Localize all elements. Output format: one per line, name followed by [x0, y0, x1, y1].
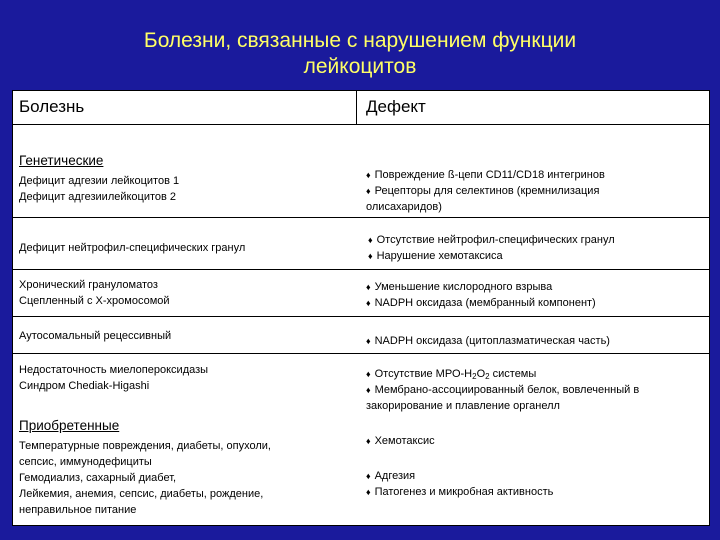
defect-text: О — [476, 368, 486, 380]
row-divider — [13, 217, 709, 218]
row-divider — [13, 269, 709, 270]
defect-cell — [366, 433, 435, 449]
bullet-icon: ♦ — [366, 385, 371, 395]
column-header-disease: Болезнь — [19, 97, 85, 116]
defect-text: Адгезия — [374, 470, 416, 482]
defect-text: Рецепторы для селектинов (кремнилизация — [374, 185, 600, 197]
defect-text: Повреждение ß-цепи CD11/CD18 интегринов — [374, 169, 605, 181]
defect-cell — [366, 366, 639, 414]
bullet-icon: ♦ — [368, 251, 373, 261]
defect-text: Хемотаксис — [374, 435, 435, 447]
row-divider — [13, 353, 709, 354]
disease-text: Аутосомальный рецессивный — [19, 330, 172, 342]
disease-text: Лейкемия, анемия, сепсис, диабеты, рождение, — [19, 488, 264, 500]
defect-cell — [366, 167, 605, 215]
defect-text: Уменьшение кислородного взрыва — [374, 281, 553, 293]
defect-cell — [366, 468, 553, 500]
defect-text: системы — [489, 368, 537, 380]
disease-text: Дефицит нейтрофил-специфических гранул — [19, 242, 246, 254]
defect-text: олисахаридов) — [366, 201, 442, 213]
defect-text: Нарушение хемотаксиса — [376, 250, 503, 262]
bullet-icon: ♦ — [366, 487, 371, 497]
disease-text: Хронический грануломатоз — [19, 279, 158, 291]
disease-text: неправильное питание — [19, 504, 137, 516]
defect-text: NADPH оксидаза (мембранный компонент) — [374, 297, 596, 309]
disease-cell — [19, 173, 179, 205]
defect-text: Мембрано-ассоциированный белок, вовлеченный в — [374, 384, 640, 396]
defect-cell — [366, 333, 610, 349]
disease-text: Недостаточность миелопероксидазы — [19, 364, 209, 376]
bullet-icon: ♦ — [366, 436, 371, 446]
disease-text: сепсис, иммунодефициты — [19, 456, 152, 468]
subscript: 2 — [485, 372, 490, 381]
defect-text: Отсутствие нейтрофил-специфических гранул — [376, 234, 615, 246]
defect-cell — [366, 279, 596, 311]
header-column-divider — [356, 91, 357, 124]
header-divider — [13, 124, 709, 125]
disease-cell — [19, 438, 271, 470]
disease-text: Температурные повреждения, диабеты, опухоли, — [19, 440, 271, 452]
disease-cell — [19, 277, 170, 309]
bullet-icon: ♦ — [366, 369, 371, 379]
disease-text: Сцепленный с Х-хромосомой — [19, 295, 170, 307]
disease-cell — [19, 328, 171, 344]
defect-text: NADPH оксидаза (цитоплазматическая часть) — [374, 335, 610, 347]
row-divider — [13, 316, 709, 317]
disease-table — [12, 90, 710, 526]
slide-title — [0, 28, 720, 80]
defect-cell — [368, 232, 615, 264]
defect-text: Патогенез и микробная активность — [374, 486, 554, 498]
disease-cell — [19, 240, 245, 256]
bullet-icon: ♦ — [366, 282, 371, 292]
bullet-icon: ♦ — [366, 186, 371, 196]
bullet-icon: ♦ — [366, 298, 371, 308]
section-genetic: Генетические — [19, 153, 104, 168]
bullet-icon: ♦ — [366, 471, 371, 481]
defect-text: Отсутствие МРО-Н — [374, 368, 473, 380]
bullet-icon: ♦ — [366, 170, 371, 180]
disease-text: Гемодиализ, сахарный диабет, — [19, 472, 177, 484]
bullet-icon: ♦ — [368, 235, 373, 245]
title-line-2: лейкоцитов — [303, 55, 417, 78]
disease-cell — [19, 362, 208, 394]
disease-text: Дефицит адгезиилейкоцитов 2 — [19, 191, 177, 203]
disease-text: Дефицит адгезии лейкоцитов 1 — [19, 175, 180, 187]
bullet-icon: ♦ — [366, 336, 371, 346]
disease-cell — [19, 470, 263, 518]
column-header-defect: Дефект — [366, 97, 426, 116]
title-line-1: Болезни, связанные с нарушением функции — [143, 29, 577, 52]
subscript: 2 — [472, 372, 477, 381]
section-acquired: Приобретенные — [19, 418, 120, 433]
disease-text: Синдром Chediak-Higashi — [19, 380, 150, 392]
defect-text: закорирование и плавление органелл — [366, 400, 560, 412]
